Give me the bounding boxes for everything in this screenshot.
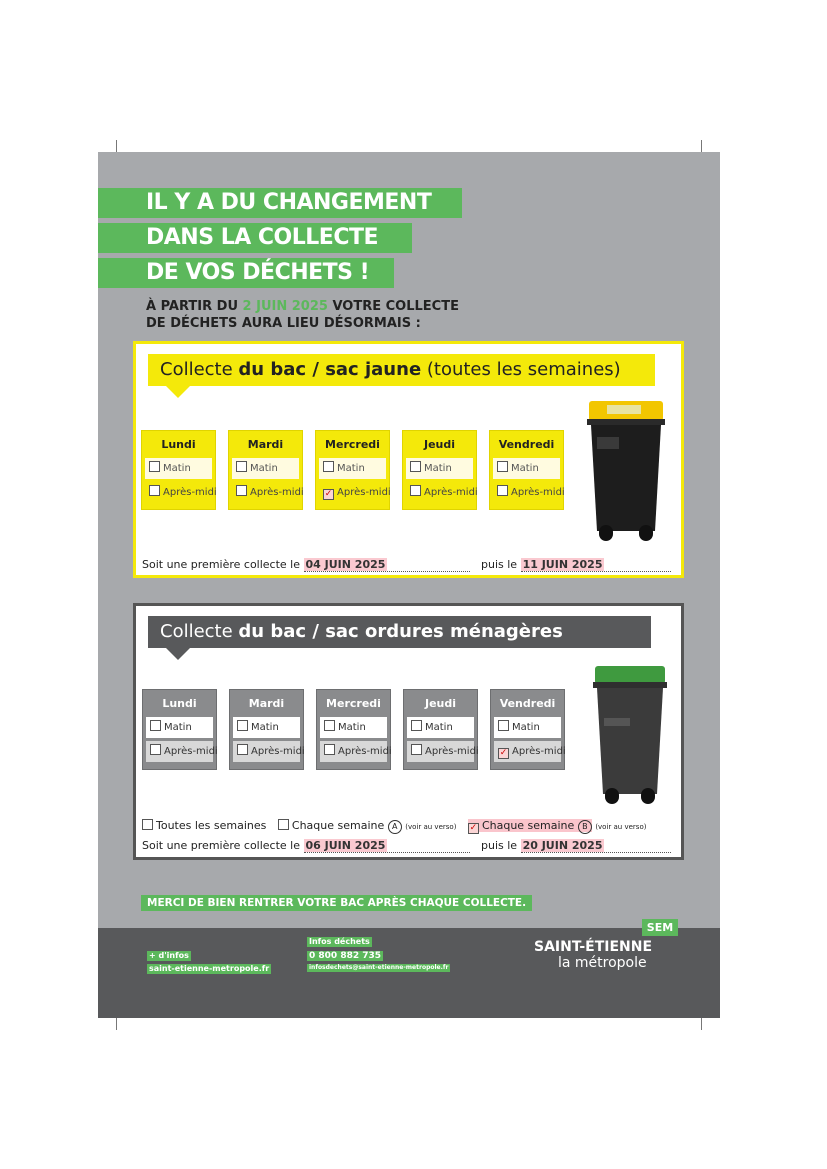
first-collection-line (142, 839, 671, 853)
option-apres-midi[interactable] (320, 741, 392, 762)
subheadline-line-2: DE DÉCHETS AURA LIEU DÉSORMAIS : (146, 316, 421, 331)
frequency-option-2[interactable] (278, 819, 457, 832)
option-apres-midi[interactable] (494, 741, 566, 762)
grey-panel-title (148, 616, 651, 648)
option-matin[interactable] (494, 717, 561, 738)
subheadline-text: À PARTIR DU (146, 299, 243, 314)
checkbox[interactable] (237, 720, 248, 731)
option-label: Après-midi (251, 746, 305, 757)
day-name: Jeudi (424, 697, 457, 710)
option-label: Matin (250, 463, 278, 474)
checkbox[interactable] (411, 744, 422, 755)
first-collection-date: 06 JUIN 2025 (305, 839, 386, 852)
option-matin[interactable] (407, 717, 474, 738)
email-address[interactable]: infosdechets@saint-etienne-metropole.fr (309, 964, 449, 971)
checkbox[interactable] (498, 720, 509, 731)
day-name: Mercredi (325, 438, 380, 451)
day-name: Vendredi (499, 697, 556, 710)
first-collection-line (142, 558, 671, 572)
option-label: Après-midi (337, 487, 391, 498)
checkbox[interactable] (411, 720, 422, 731)
see-back-note: (voir au verso) (595, 823, 647, 831)
day-name: Mardi (248, 697, 285, 710)
option-apres-midi[interactable] (233, 741, 305, 762)
date-field[interactable] (521, 558, 671, 572)
day-card-mardi (229, 689, 304, 770)
option-matin[interactable] (146, 717, 213, 738)
yellow-bin-icon (585, 399, 667, 542)
day-name: Lundi (161, 438, 196, 451)
option-label: Matin (164, 722, 192, 733)
yellow-bin-panel (133, 341, 684, 578)
option-apres-midi[interactable] (406, 482, 478, 503)
checkbox-checked[interactable]: ✓ (324, 489, 333, 499)
day-name: Vendredi (498, 438, 555, 451)
option-label: Après-midi (164, 746, 218, 757)
first-collection-label: Soit une première collecte le (142, 558, 301, 571)
option-label: Matin (512, 722, 540, 733)
checkbox[interactable] (410, 461, 421, 472)
day-card-mardi (228, 430, 303, 510)
option-label: Matin (163, 463, 191, 474)
day-card-jeudi (403, 689, 478, 770)
option-label: Après-midi (424, 487, 478, 498)
checkbox[interactable] (278, 819, 289, 830)
week-letter-badge: A (388, 820, 402, 834)
checkbox[interactable] (149, 461, 160, 472)
title-bold: du bac / sac ordures ménagères (238, 621, 563, 642)
green-bin-icon (592, 664, 668, 807)
first-collection-date: 04 JUIN 2025 (305, 558, 386, 571)
option-apres-midi[interactable] (146, 741, 218, 762)
option-matin[interactable] (320, 717, 387, 738)
option-matin[interactable] (233, 717, 300, 738)
date-field[interactable] (304, 839, 470, 853)
title-tail (166, 648, 190, 660)
subheadline (146, 298, 459, 332)
day-card-mercredi (316, 689, 391, 770)
option-label: Matin (425, 722, 453, 733)
option-label: Après-midi (511, 487, 565, 498)
option-apres-midi[interactable] (493, 482, 565, 503)
checkbox[interactable] (497, 461, 508, 472)
option-label: Matin (511, 463, 539, 474)
day-card-lundi (142, 689, 217, 770)
option-label: Toutes les semaines (156, 819, 267, 832)
checkbox[interactable] (150, 744, 161, 755)
day-name: Jeudi (423, 438, 456, 451)
option-apres-midi[interactable] (319, 482, 391, 503)
see-back-note: (voir au verso) (405, 823, 457, 831)
option-label: Matin (424, 463, 452, 474)
option-matin[interactable] (406, 458, 473, 479)
then-label: puis le (481, 558, 518, 571)
phone-number[interactable]: 0 800 882 735 (309, 951, 382, 961)
infos-dechets-label: Infos déchets (309, 937, 370, 946)
checkbox-checked[interactable]: ✓ (469, 823, 478, 833)
more-info-label: + d'infos (149, 951, 189, 960)
checkbox[interactable] (149, 485, 160, 496)
day-card-vendredi (489, 430, 564, 510)
headline-line-2: DANS LA COLLECTE (98, 223, 412, 253)
option-label: Chaque semaine (291, 819, 385, 832)
return-bin-banner: MERCI DE BIEN RENTRER VOTRE BAC APRÈS CHAQUE COLLECTE. (141, 895, 532, 911)
subheadline-text: VOTRE COLLECTE (327, 299, 459, 314)
checkbox[interactable] (237, 744, 248, 755)
option-label: Chaque semaine (481, 819, 575, 832)
checkbox[interactable] (323, 461, 334, 472)
title-bold: du bac / sac jaune (238, 359, 422, 380)
title-text: Collecte (160, 359, 239, 380)
option-matin[interactable] (232, 458, 299, 479)
option-label: Après-midi (425, 746, 479, 757)
sem-badge: SEM (642, 919, 678, 936)
household-waste-panel (133, 603, 684, 860)
option-matin[interactable] (319, 458, 386, 479)
option-label: Après-midi (163, 487, 217, 498)
day-card-vendredi (490, 689, 565, 770)
day-name: Mercredi (326, 697, 381, 710)
option-label: Matin (338, 722, 366, 733)
website-link[interactable]: saint-etienne-metropole.fr (149, 964, 270, 973)
day-name: Lundi (162, 697, 197, 710)
headline-line-3: DE VOS DÉCHETS ! (98, 258, 394, 288)
checkbox[interactable] (324, 744, 335, 755)
checkbox[interactable] (236, 485, 247, 496)
option-matin[interactable] (145, 458, 212, 479)
logo-la-metropole: la métropole (558, 955, 647, 971)
then-date: 11 JUIN 2025 (522, 558, 603, 571)
title-tail (166, 386, 190, 398)
checkbox[interactable] (324, 720, 335, 731)
checkbox[interactable] (142, 819, 153, 830)
frequency-option-1[interactable] (142, 819, 266, 832)
then-date: 20 JUIN 2025 (522, 839, 603, 852)
logo-saint-etienne: SAINT-ÉTIENNE (534, 939, 653, 955)
yellow-panel-title (148, 354, 655, 386)
option-label: Après-midi (250, 487, 304, 498)
option-matin[interactable] (493, 458, 560, 479)
option-label: Après-midi (338, 746, 392, 757)
checkbox[interactable] (497, 485, 508, 496)
date-field[interactable] (304, 558, 470, 572)
option-label: Après-midi (512, 746, 566, 757)
day-card-lundi (141, 430, 216, 510)
checkbox[interactable] (236, 461, 247, 472)
option-apres-midi[interactable] (145, 482, 217, 503)
title-text: Collecte (160, 621, 239, 642)
checkbox-checked[interactable]: ✓ (499, 748, 508, 758)
then-label: puis le (481, 839, 518, 852)
checkbox[interactable] (150, 720, 161, 731)
frequency-option-3[interactable] (468, 819, 592, 832)
headline-line-1: IL Y A DU CHANGEMENT (98, 188, 462, 218)
day-card-mercredi (315, 430, 390, 510)
option-label: Matin (251, 722, 279, 733)
start-date: 2 JUIN 2025 (242, 299, 328, 314)
checkbox[interactable] (410, 485, 421, 496)
option-label: Matin (337, 463, 365, 474)
week-letter-badge: B (578, 820, 592, 834)
option-apres-midi[interactable] (232, 482, 304, 503)
frequency-options (142, 819, 646, 834)
day-name: Mardi (247, 438, 284, 451)
date-field[interactable] (521, 839, 671, 853)
day-card-jeudi (402, 430, 477, 510)
first-collection-label: Soit une première collecte le (142, 839, 301, 852)
title-text: (toutes les semaines) (421, 359, 621, 380)
option-apres-midi[interactable] (407, 741, 479, 762)
